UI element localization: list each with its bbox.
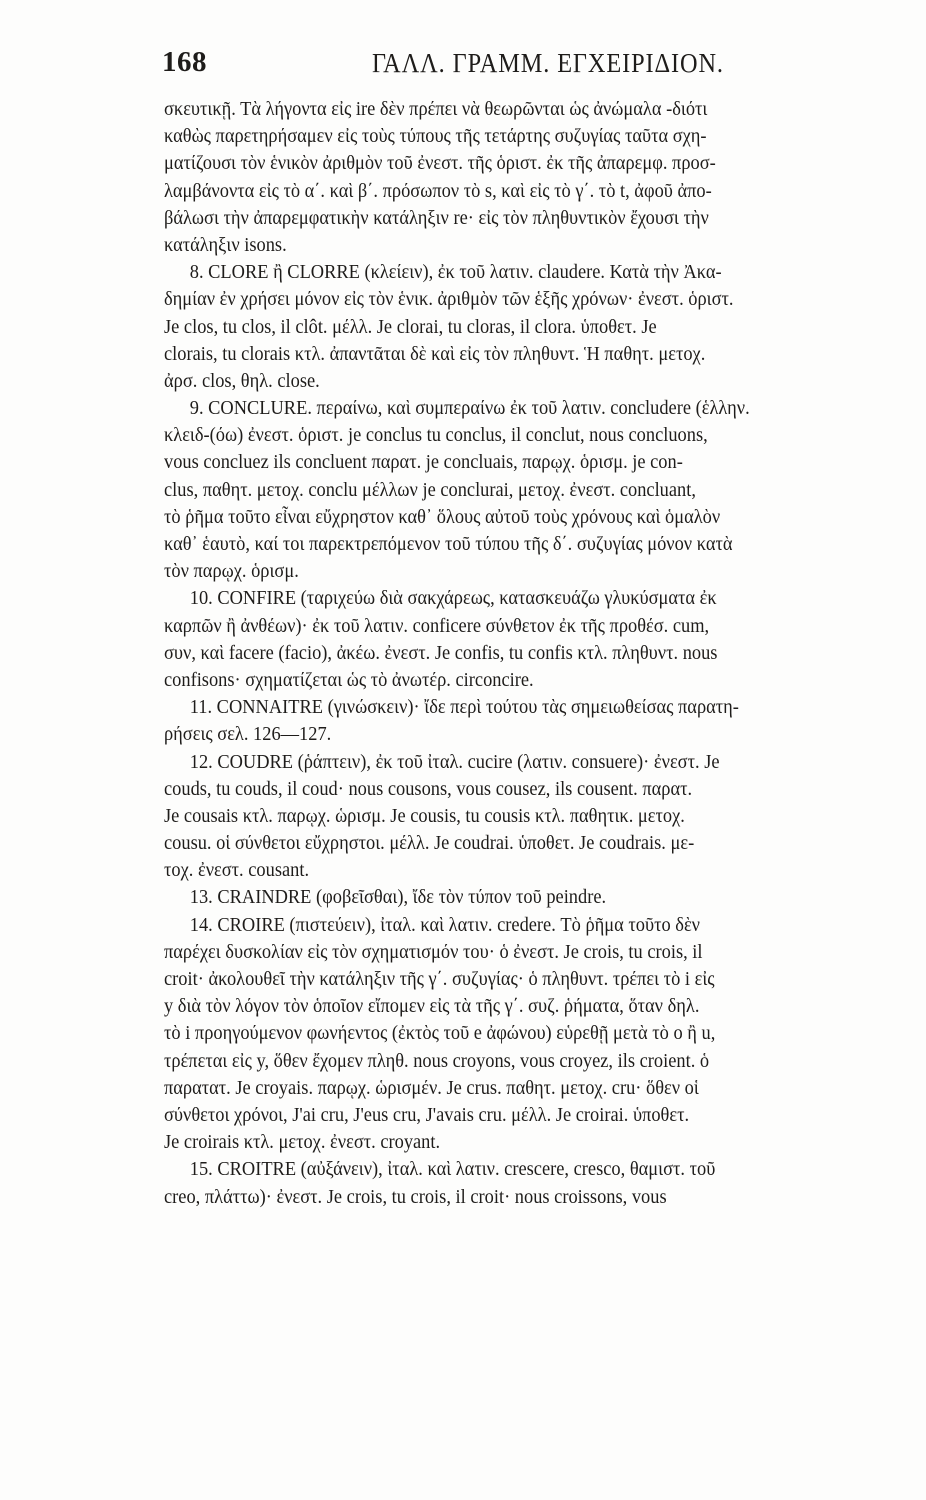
page-number: 168 (162, 46, 207, 78)
text-line: σύνθετοι χρόνοι, J'ai cru, J'eus cru, J'avais cru. μέλλ. Je croirai. ὑποθετ. (164, 1103, 690, 1126)
text-line: παρέχει δυσκολίαν εἰς τὸν σχηματισμόν του· ὁ ἐνεστ. Je crois, tu crois, il (164, 940, 703, 963)
text-line: ματίζουσι τὸν ἑνικὸν ἀριθμὸν τοῦ ἐνεστ. τῆς ὁριστ. ἐκ τῆς ἀπαρεμφ. προσ- (164, 152, 716, 175)
entry-11-heading: 11. CONNAITRE (γινώσκειν)· ἴδε περὶ τούτου τὰς σημειωθείσας παρατη- (189, 696, 739, 719)
text-line: confisons· σχηματίζεται ὡς τὸ ἀνωτέρ. circoncire. (164, 668, 534, 691)
text-line: κατάληξιν isons. (164, 233, 287, 256)
text-line: y διὰ τὸν λόγον τὸν ὁποῖον εἴπομεν εἰς τὰ τῆς γ΄. συζ. ῥήματα, ὅταν δηλ. (164, 995, 700, 1018)
text-line: Je clos, tu clos, il clôt. μέλλ. Je clorai, tu cloras, il clora. ὑποθετ. Je (164, 315, 657, 338)
running-title: ΓΑΛΛ. ΓΡΑΜΜ. ΕΓΧΕΙΡΙΔΙΟΝ. (372, 48, 724, 78)
text-line: vous concluez ils concluent παρατ. je concluais, παρῳχ. ὁρισμ. je con- (164, 451, 683, 474)
text-line: τρέπεται εἰς y, ὅθεν ἔχομεν πληθ. nous croyons, vous croyez, ils croient. ὁ (164, 1049, 710, 1072)
text-line: παρατατ. Je croyais. παρῳχ. ὡρισμέν. Je crus. παθητ. μετοχ. cru· ὅθεν οἱ (164, 1076, 699, 1099)
text-line: βάλωσι τὴν ἀπαρεμφατικὴν κατάληξιν re· εἰς τὸν πληθυντικὸν ἔχουσι τὴν (164, 206, 709, 229)
text-line: Je cousais κτλ. παρῳχ. ὡρισμ. Je cousis, tu cousis κτλ. παθητικ. μετοχ. (164, 804, 685, 827)
text-line: couds, tu couds, il coud· nous cousons, vous cousez, ils cousent. παρατ. (164, 777, 693, 800)
text-line: σκευτικῇ. Τὰ λήγοντα εἰς ire δὲν πρέπει νὰ θεωρῶνται ὡς ἀνώμαλα -διότι (164, 98, 708, 120)
entry-13-heading: 13. CRAINDRE (φοβεῖσθαι), ἴδε τὸν τύπον τοῦ peindre. (189, 886, 607, 909)
text-line: clorais, tu clorais κτλ. ἀπαντᾶται δὲ καὶ εἰς τὸν πληθυντ. Ἡ παθητ. μετοχ. (164, 342, 706, 365)
text-line: δημίαν ἐν χρήσει μόνον εἰς τὸν ἑνικ. ἀριθμὸν τῶν ἑξῆς χρόνων· ἐνεστ. ὁριστ. (164, 288, 734, 311)
text-line: τὸ i προηγούμενον φωνήεντος (ἐκτὸς τοῦ e ἀφώνου) εὑρεθῇ μετὰ τὸ o ἢ u, (164, 1022, 716, 1045)
text-line: ἀρσ. clos, θηλ. close. (164, 369, 320, 392)
page-header (162, 40, 856, 80)
entry-12-heading: 12. COUDRE (ῥάπτειν), ἐκ τοῦ ἰταλ. cucire (λατιν. consuere)· ἐνεστ. Je (189, 750, 720, 773)
body-text (164, 96, 876, 1211)
text-line: cousu. οἱ σύνθετοι εὔχρηστοι. μέλλ. Je coudrai. ὑποθετ. Je coudrais. με- (164, 832, 695, 855)
text-line: τὸ ῥῆμα τοῦτο εἶναι εὔχρηστον καθ᾽ ὅλους αὐτοῦ τοὺς χρόνους καὶ ὁμαλὸν (164, 505, 721, 528)
entry-10-heading: 10. CONFIRE (ταριχεύω διὰ σακχάρεως, κατασκευάζω γλυκύσματα ἐκ (189, 587, 717, 610)
text-line: συν, καὶ facere (facio), ἀκέω. ἐνεστ. Je confis, tu confis κτλ. πληθυντ. nous (164, 641, 718, 664)
entry-9-heading: 9. CONCLURE. περαίνω, καὶ συμπεραίνω ἐκ τοῦ λατιν. concludere (ἑλλην. (189, 397, 750, 420)
text-line: λαμβάνοντα εἰς τὸ α΄. καὶ β΄. πρόσωπον τὸ s, καὶ εἰς τὸ γ΄. τὸ t, ἀφοῦ ἀπο- (164, 179, 712, 202)
text-line: καθ᾽ ἑαυτὸ, καί τοι παρεκτρεπόμενον τοῦ τύπου τῆς δ΄. συζυγίας μόνον κατὰ (164, 533, 733, 555)
text-line: Je croirais κτλ. μετοχ. ἐνεστ. croyant. (164, 1131, 441, 1154)
text-line: croit· ἀκολουθεῖ τὴν κατάληξιν τῆς γ΄. συζυγίας· ὁ πληθυντ. τρέπει τὸ i εἰς (164, 968, 715, 990)
text-line: κλειδ-(όω) ἐνεστ. ὁριστ. je conclus tu conclus, il conclut, nous concluons, (164, 424, 708, 447)
text-line: τὸν παρῳχ. ὁρισμ. (164, 560, 299, 583)
text-line: ρήσεις σελ. 126—127. (164, 723, 332, 746)
entry-15-heading: 15. CROITRE (αὐξάνειν), ἰταλ. καὶ λατιν. crescere, cresco, θαμιστ. τοῦ (189, 1158, 716, 1181)
text-line: creo, πλάττω)· ἐνεστ. Je crois, tu crois, il croit· nous croissons, vous (164, 1185, 667, 1208)
entry-14-heading: 14. CROIRE (πιστεύειν), ἰταλ. καὶ λατιν. credere. Τὸ ῥῆμα τοῦτο δὲν (189, 913, 701, 936)
text-line: καρπῶν ἢ ἀνθέων)· ἐκ τοῦ λατιν. conficere σύνθετον ἐκ τῆς προθέσ. cum, (164, 614, 710, 637)
text-line: τοχ. ἐνεστ. cousant. (164, 859, 310, 882)
text-line: καθὼς παρετηρήσαμεν εἰς τοὺς τύπους τῆς τετάρτης συζυγίας ταῦτα σχη- (164, 125, 707, 148)
text-line: clus, παθητ. μετοχ. conclu μέλλων je conclurai, μετοχ. ἐνεστ. concluant, (164, 478, 696, 501)
entry-8-heading: 8. CLORE ἢ CLORRE (κλείειν), ἐκ τοῦ λατιν. claudere. Κατὰ τὴν Ἀκα- (189, 261, 722, 284)
